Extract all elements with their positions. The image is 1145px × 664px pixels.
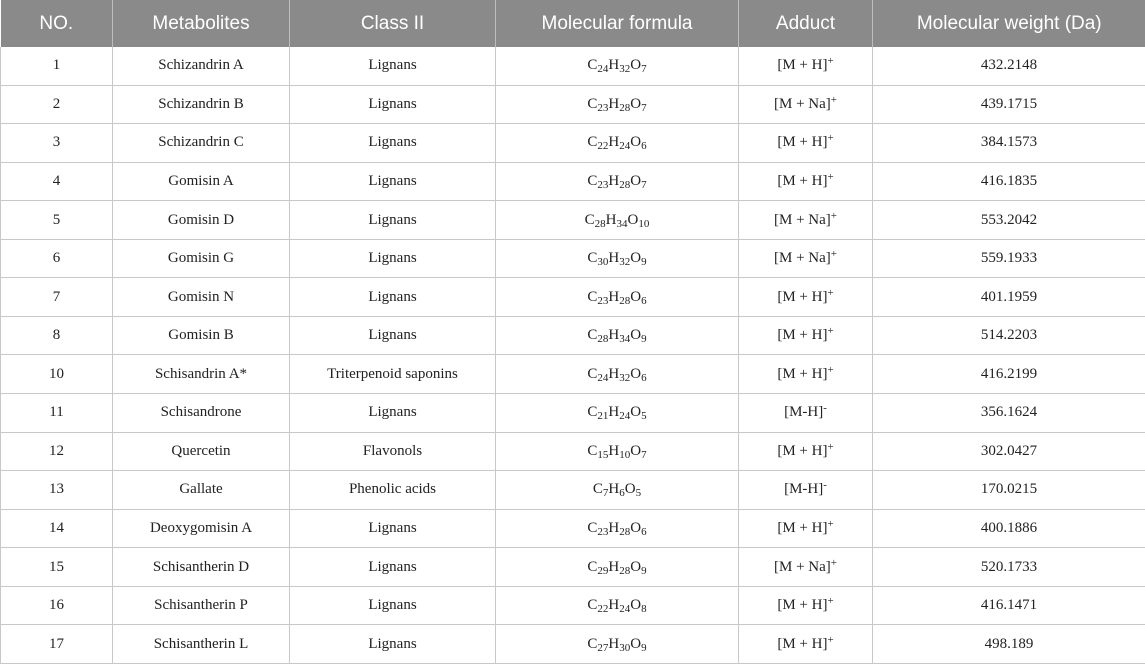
- cell-adduct: [739, 85, 873, 124]
- adduct-text: [M + H]+: [777, 132, 834, 151]
- formula-text: $C_{28}H_{34}O_{10}$: [584, 211, 650, 230]
- cell-formula: [496, 432, 739, 471]
- cell-metabolite: Schizandrin A: [113, 47, 290, 85]
- table-row: [1, 355, 1145, 394]
- adduct-text: [M + Na]+: [774, 93, 837, 112]
- header-molecular-weight: Molecular weight (Da): [873, 0, 1145, 47]
- table-row: [1, 509, 1145, 548]
- cell-molecular-weight: 553.2042: [873, 201, 1145, 240]
- adduct-text: [M + H]+: [777, 286, 834, 305]
- table-row: [1, 432, 1145, 471]
- formula-text: $C_{23}H_{28}O_6$: [587, 288, 647, 307]
- cell-no: 14: [1, 509, 113, 548]
- cell-metabolite: Schisantherin P: [113, 586, 290, 625]
- table-row: [1, 47, 1145, 85]
- cell-no: 13: [1, 471, 113, 510]
- cell-no: 12: [1, 432, 113, 471]
- cell-molecular-weight: 520.1733: [873, 548, 1145, 587]
- formula-text: $C_{28}H_{34}O_9$: [587, 327, 647, 346]
- table-row: [1, 625, 1145, 664]
- cell-molecular-weight: 400.1886: [873, 509, 1145, 548]
- cell-formula: [496, 278, 739, 317]
- cell-class: Lignans: [290, 394, 496, 433]
- cell-class: Lignans: [290, 278, 496, 317]
- cell-formula: [496, 548, 739, 587]
- adduct-text: [M + Na]+: [774, 556, 837, 575]
- cell-no: 16: [1, 586, 113, 625]
- cell-class: Lignans: [290, 85, 496, 124]
- cell-class: Lignans: [290, 201, 496, 240]
- cell-adduct: [739, 162, 873, 201]
- adduct-text: [M-H]-: [784, 479, 827, 498]
- cell-molecular-weight: 401.1959: [873, 278, 1145, 317]
- formula-text: $C_{15}H_{10}O_7$: [587, 442, 647, 461]
- cell-no: 3: [1, 124, 113, 163]
- table-row: [1, 239, 1145, 278]
- cell-adduct: [739, 625, 873, 664]
- cell-no: 15: [1, 548, 113, 587]
- cell-class: Lignans: [290, 47, 496, 85]
- formula-text: $C_{30}H_{32}O_9$: [587, 250, 647, 269]
- cell-metabolite: Schizandrin B: [113, 85, 290, 124]
- cell-class: Flavonols: [290, 432, 496, 471]
- cell-class: Lignans: [290, 124, 496, 163]
- cell-metabolite: Gallate: [113, 471, 290, 510]
- cell-no: 10: [1, 355, 113, 394]
- table-row: [1, 394, 1145, 433]
- adduct-text: [M + H]+: [777, 440, 834, 459]
- table-row: [1, 201, 1145, 240]
- cell-formula: [496, 47, 739, 85]
- cell-molecular-weight: 498.189: [873, 625, 1145, 664]
- formula-text: $C_{23}H_{28}O_6$: [587, 520, 647, 539]
- formula-text: $C_{29}H_{28}O_9$: [587, 558, 647, 577]
- table-row: [1, 162, 1145, 201]
- cell-molecular-weight: 416.2199: [873, 355, 1145, 394]
- cell-metabolite: Schizandrin C: [113, 124, 290, 163]
- cell-molecular-weight: 416.1835: [873, 162, 1145, 201]
- cell-adduct: [739, 432, 873, 471]
- cell-class: Lignans: [290, 548, 496, 587]
- cell-adduct: [739, 586, 873, 625]
- header-class: Class II: [290, 0, 496, 47]
- cell-metabolite: Gomisin A: [113, 162, 290, 201]
- cell-no: 7: [1, 278, 113, 317]
- cell-adduct: [739, 394, 873, 433]
- cell-no: 1: [1, 47, 113, 85]
- cell-molecular-weight: 356.1624: [873, 394, 1145, 433]
- header-metabolites: Metabolites: [113, 0, 290, 47]
- cell-formula: [496, 509, 739, 548]
- cell-class: Lignans: [290, 586, 496, 625]
- cell-adduct: [739, 278, 873, 317]
- cell-class: Lignans: [290, 625, 496, 664]
- cell-adduct: [739, 316, 873, 355]
- formula-text: $C_{24}H_{32}O_6$: [587, 365, 647, 384]
- adduct-text: [M + H]+: [777, 633, 834, 652]
- cell-class: Lignans: [290, 316, 496, 355]
- formula-text: $C_{23}H_{28}O_7$: [587, 172, 647, 191]
- formula-text: $C_{27}H_{30}O_9$: [587, 635, 647, 654]
- cell-molecular-weight: 432.2148: [873, 47, 1145, 85]
- cell-formula: [496, 85, 739, 124]
- cell-adduct: [739, 471, 873, 510]
- cell-no: 6: [1, 239, 113, 278]
- table-body: [1, 47, 1145, 664]
- cell-no: 4: [1, 162, 113, 201]
- cell-molecular-weight: 514.2203: [873, 316, 1145, 355]
- header-no: NO.: [1, 0, 113, 47]
- cell-adduct: [739, 239, 873, 278]
- cell-adduct: [739, 548, 873, 587]
- cell-molecular-weight: 439.1715: [873, 85, 1145, 124]
- cell-no: 5: [1, 201, 113, 240]
- adduct-text: [M + H]+: [777, 363, 834, 382]
- cell-metabolite: Quercetin: [113, 432, 290, 471]
- cell-adduct: [739, 509, 873, 548]
- cell-class: Phenolic acids: [290, 471, 496, 510]
- cell-formula: [496, 239, 739, 278]
- table-row: [1, 124, 1145, 163]
- cell-adduct: [739, 201, 873, 240]
- cell-no: 11: [1, 394, 113, 433]
- cell-formula: [496, 471, 739, 510]
- cell-metabolite: Gomisin D: [113, 201, 290, 240]
- formula-text: $C_{22}H_{24}O_8$: [587, 597, 647, 616]
- table-row: [1, 278, 1145, 317]
- adduct-text: [M + H]+: [777, 325, 834, 344]
- table-row: [1, 471, 1145, 510]
- cell-metabolite: Gomisin B: [113, 316, 290, 355]
- header-adduct: Adduct: [739, 0, 873, 47]
- adduct-text: [M + H]+: [777, 55, 834, 74]
- cell-adduct: [739, 355, 873, 394]
- header-formula: Molecular formula: [496, 0, 739, 47]
- formula-text: $C_{21}H_{24}O_5$: [587, 404, 647, 423]
- cell-molecular-weight: 559.1933: [873, 239, 1145, 278]
- formula-text: $C_7H_6O_5$: [592, 481, 642, 500]
- adduct-text: [M + Na]+: [774, 248, 837, 267]
- cell-formula: [496, 355, 739, 394]
- cell-class: Lignans: [290, 239, 496, 278]
- cell-metabolite: Gomisin N: [113, 278, 290, 317]
- cell-adduct: [739, 47, 873, 85]
- table-row: [1, 316, 1145, 355]
- cell-adduct: [739, 124, 873, 163]
- cell-formula: [496, 162, 739, 201]
- cell-metabolite: Schisantherin L: [113, 625, 290, 664]
- cell-molecular-weight: 384.1573: [873, 124, 1145, 163]
- cell-metabolite: Gomisin G: [113, 239, 290, 278]
- adduct-text: [M + Na]+: [774, 209, 837, 228]
- formula-text: $C_{24}H_{32}O_7$: [587, 57, 647, 76]
- header-row: [1, 0, 1145, 47]
- cell-class: Lignans: [290, 162, 496, 201]
- cell-formula: [496, 124, 739, 163]
- cell-formula: [496, 201, 739, 240]
- cell-molecular-weight: 302.0427: [873, 432, 1145, 471]
- cell-formula: [496, 394, 739, 433]
- table-row: [1, 586, 1145, 625]
- cell-class: Triterpenoid saponins: [290, 355, 496, 394]
- adduct-text: [M + H]+: [777, 170, 834, 189]
- cell-no: 2: [1, 85, 113, 124]
- adduct-text: [M + H]+: [777, 518, 834, 537]
- cell-formula: [496, 625, 739, 664]
- cell-metabolite: Schisandrone: [113, 394, 290, 433]
- adduct-text: [M-H]-: [784, 402, 827, 421]
- table-row: [1, 85, 1145, 124]
- cell-molecular-weight: 416.1471: [873, 586, 1145, 625]
- cell-metabolite: Deoxygomisin A: [113, 509, 290, 548]
- cell-formula: [496, 586, 739, 625]
- table-row: [1, 548, 1145, 587]
- cell-class: Lignans: [290, 509, 496, 548]
- cell-no: 8: [1, 316, 113, 355]
- cell-molecular-weight: 170.0215: [873, 471, 1145, 510]
- cell-metabolite: Schisantherin D: [113, 548, 290, 587]
- cell-formula: [496, 316, 739, 355]
- cell-metabolite: Schisandrin A*: [113, 355, 290, 394]
- formula-text: $C_{23}H_{28}O_7$: [587, 95, 647, 114]
- formula-text: $C_{22}H_{24}O_6$: [587, 134, 647, 153]
- adduct-text: [M + H]+: [777, 595, 834, 614]
- cell-no: 17: [1, 625, 113, 664]
